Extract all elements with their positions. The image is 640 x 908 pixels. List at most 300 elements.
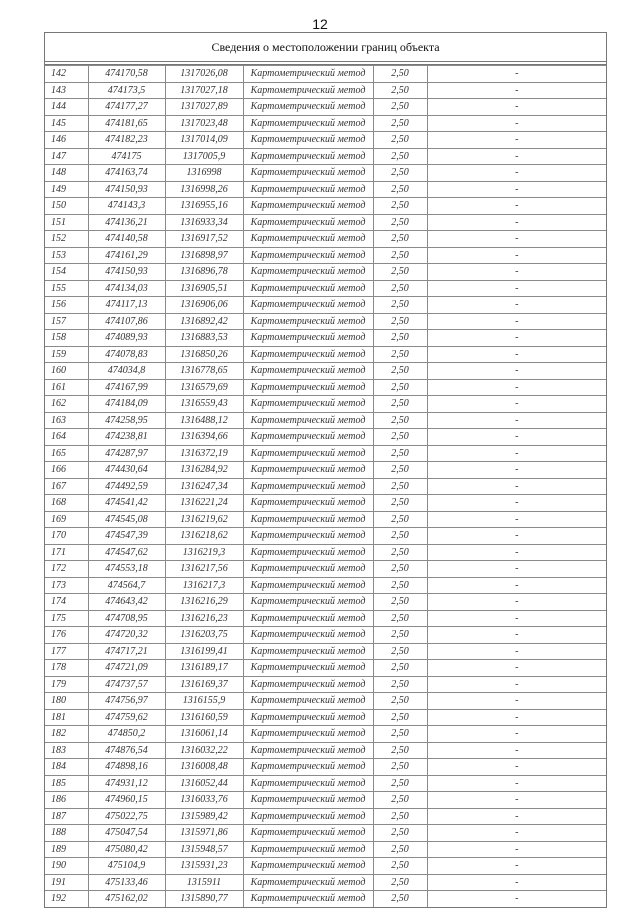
note-cell: - (427, 891, 606, 907)
table-row (45, 643, 606, 660)
y-coordinate-cell: 1316917,52 (165, 231, 243, 248)
accuracy-cell: 2,50 (373, 132, 427, 149)
x-coordinate-cell: 474161,29 (88, 247, 165, 264)
boundary-table (44, 32, 607, 908)
note-cell: - (427, 808, 606, 825)
point-number-cell: 186 (45, 792, 88, 809)
note-cell: - (427, 66, 606, 83)
accuracy-cell: 2,50 (373, 264, 427, 281)
accuracy-cell: 2,50 (373, 280, 427, 297)
point-number-cell: 152 (45, 231, 88, 248)
table-row (45, 610, 606, 627)
y-coordinate-cell: 1316217,3 (165, 577, 243, 594)
y-coordinate-cell: 1316218,62 (165, 528, 243, 545)
note-cell: - (427, 759, 606, 776)
y-coordinate-cell: 1316155,9 (165, 693, 243, 710)
page-number: 12 (312, 16, 328, 32)
method-cell: Картометрический метод (243, 82, 373, 99)
table-row (45, 495, 606, 512)
accuracy-cell: 2,50 (373, 148, 427, 165)
y-coordinate-cell: 1316217,56 (165, 561, 243, 578)
x-coordinate-cell: 474287,97 (88, 445, 165, 462)
note-cell: - (427, 676, 606, 693)
table-row (45, 726, 606, 743)
point-number-cell: 148 (45, 165, 88, 182)
x-coordinate-cell: 474170,58 (88, 66, 165, 83)
accuracy-cell: 2,50 (373, 874, 427, 891)
y-coordinate-cell: 1316905,51 (165, 280, 243, 297)
method-cell: Картометрический метод (243, 792, 373, 809)
x-coordinate-cell: 474107,86 (88, 313, 165, 330)
y-coordinate-cell: 1316008,48 (165, 759, 243, 776)
accuracy-cell: 2,50 (373, 363, 427, 380)
note-cell: - (427, 610, 606, 627)
y-coordinate-cell: 1316216,29 (165, 594, 243, 611)
point-number-cell: 168 (45, 495, 88, 512)
point-number-cell: 162 (45, 396, 88, 413)
x-coordinate-cell: 474850,2 (88, 726, 165, 743)
y-coordinate-cell: 1315890,77 (165, 891, 243, 907)
accuracy-cell: 2,50 (373, 577, 427, 594)
accuracy-cell: 2,50 (373, 709, 427, 726)
x-coordinate-cell: 474134,03 (88, 280, 165, 297)
method-cell: Картометрический метод (243, 379, 373, 396)
accuracy-cell: 2,50 (373, 841, 427, 858)
accuracy-cell: 2,50 (373, 495, 427, 512)
point-number-cell: 159 (45, 346, 88, 363)
note-cell: - (427, 132, 606, 149)
y-coordinate-cell: 1315931,23 (165, 858, 243, 875)
y-coordinate-cell: 1317027,18 (165, 82, 243, 99)
point-number-cell: 178 (45, 660, 88, 677)
method-cell: Картометрический метод (243, 148, 373, 165)
table-row (45, 412, 606, 429)
x-coordinate-cell: 474756,97 (88, 693, 165, 710)
method-cell: Картометрический метод (243, 660, 373, 677)
y-coordinate-cell: 1316216,23 (165, 610, 243, 627)
accuracy-cell: 2,50 (373, 379, 427, 396)
table-row (45, 363, 606, 380)
point-number-cell: 187 (45, 808, 88, 825)
table-row (45, 874, 606, 891)
table-row (45, 561, 606, 578)
y-coordinate-cell: 1316883,53 (165, 330, 243, 347)
method-cell: Картометрический метод (243, 693, 373, 710)
x-coordinate-cell: 474541,42 (88, 495, 165, 512)
y-coordinate-cell: 1316219,3 (165, 544, 243, 561)
method-cell: Картометрический метод (243, 775, 373, 792)
accuracy-cell: 2,50 (373, 528, 427, 545)
y-coordinate-cell: 1316579,69 (165, 379, 243, 396)
y-coordinate-cell: 1316221,24 (165, 495, 243, 512)
method-cell: Картометрический метод (243, 544, 373, 561)
method-cell: Картометрический метод (243, 858, 373, 875)
x-coordinate-cell: 474708,95 (88, 610, 165, 627)
x-coordinate-cell: 474430,64 (88, 462, 165, 479)
table-row (45, 858, 606, 875)
x-coordinate-cell: 474717,21 (88, 643, 165, 660)
x-coordinate-cell: 475162,02 (88, 891, 165, 907)
point-number-cell: 143 (45, 82, 88, 99)
method-cell: Картометрический метод (243, 841, 373, 858)
note-cell: - (427, 544, 606, 561)
note-cell: - (427, 297, 606, 314)
y-coordinate-cell: 1317023,48 (165, 115, 243, 132)
y-coordinate-cell: 1315989,42 (165, 808, 243, 825)
table-row (45, 181, 606, 198)
y-coordinate-cell: 1316998,26 (165, 181, 243, 198)
x-coordinate-cell: 474553,18 (88, 561, 165, 578)
point-number-cell: 181 (45, 709, 88, 726)
y-coordinate-cell: 1316850,26 (165, 346, 243, 363)
accuracy-cell: 2,50 (373, 346, 427, 363)
method-cell: Картометрический метод (243, 594, 373, 611)
x-coordinate-cell: 474140,58 (88, 231, 165, 248)
point-number-cell: 188 (45, 825, 88, 842)
accuracy-cell: 2,50 (373, 478, 427, 495)
table-row (45, 742, 606, 759)
point-number-cell: 144 (45, 99, 88, 116)
accuracy-cell: 2,50 (373, 214, 427, 231)
note-cell: - (427, 379, 606, 396)
accuracy-cell: 2,50 (373, 808, 427, 825)
note-cell: - (427, 775, 606, 792)
note-cell: - (427, 115, 606, 132)
x-coordinate-cell: 474547,39 (88, 528, 165, 545)
method-cell: Картометрический метод (243, 709, 373, 726)
table-row (45, 759, 606, 776)
x-coordinate-cell: 474258,95 (88, 412, 165, 429)
table-row (45, 577, 606, 594)
point-number-cell: 170 (45, 528, 88, 545)
accuracy-cell: 2,50 (373, 412, 427, 429)
note-cell: - (427, 594, 606, 611)
x-coordinate-cell: 474150,93 (88, 264, 165, 281)
method-cell: Картометрический метод (243, 214, 373, 231)
y-coordinate-cell: 1316892,42 (165, 313, 243, 330)
y-coordinate-cell: 1316559,43 (165, 396, 243, 413)
point-number-cell: 153 (45, 247, 88, 264)
y-coordinate-cell: 1316061,14 (165, 726, 243, 743)
note-cell: - (427, 742, 606, 759)
x-coordinate-cell: 474545,08 (88, 511, 165, 528)
point-number-cell: 154 (45, 264, 88, 281)
point-number-cell: 176 (45, 627, 88, 644)
y-coordinate-cell: 1316203,75 (165, 627, 243, 644)
note-cell: - (427, 363, 606, 380)
method-cell: Картометрический метод (243, 495, 373, 512)
table-row (45, 808, 606, 825)
accuracy-cell: 2,50 (373, 825, 427, 842)
method-cell: Картометрический метод (243, 462, 373, 479)
accuracy-cell: 2,50 (373, 792, 427, 809)
point-number-cell: 169 (45, 511, 88, 528)
table-row (45, 445, 606, 462)
accuracy-cell: 2,50 (373, 726, 427, 743)
note-cell: - (427, 528, 606, 545)
table-row (45, 528, 606, 545)
method-cell: Картометрический метод (243, 297, 373, 314)
table-row (45, 264, 606, 281)
point-number-cell: 165 (45, 445, 88, 462)
accuracy-cell: 2,50 (373, 181, 427, 198)
note-cell: - (427, 462, 606, 479)
accuracy-cell: 2,50 (373, 544, 427, 561)
accuracy-cell: 2,50 (373, 660, 427, 677)
table-title: Сведения о местоположении границ объекта (45, 33, 606, 62)
accuracy-cell: 2,50 (373, 759, 427, 776)
table-row (45, 132, 606, 149)
y-coordinate-cell: 1315911 (165, 874, 243, 891)
point-number-cell: 190 (45, 858, 88, 875)
y-coordinate-cell: 1317005,9 (165, 148, 243, 165)
point-number-cell: 183 (45, 742, 88, 759)
method-cell: Картометрический метод (243, 330, 373, 347)
x-coordinate-cell: 474089,93 (88, 330, 165, 347)
y-coordinate-cell: 1317026,08 (165, 66, 243, 83)
note-cell: - (427, 643, 606, 660)
table-row (45, 594, 606, 611)
x-coordinate-cell: 474643,42 (88, 594, 165, 611)
x-coordinate-cell: 475104,9 (88, 858, 165, 875)
method-cell: Картометрический метод (243, 165, 373, 182)
x-coordinate-cell: 475022,75 (88, 808, 165, 825)
accuracy-cell: 2,50 (373, 858, 427, 875)
accuracy-cell: 2,50 (373, 627, 427, 644)
table-row (45, 247, 606, 264)
table-row (45, 775, 606, 792)
method-cell: Картометрический метод (243, 181, 373, 198)
method-cell: Картометрический метод (243, 346, 373, 363)
note-cell: - (427, 561, 606, 578)
accuracy-cell: 2,50 (373, 247, 427, 264)
point-number-cell: 158 (45, 330, 88, 347)
table-row (45, 676, 606, 693)
point-number-cell: 155 (45, 280, 88, 297)
x-coordinate-cell: 474898,16 (88, 759, 165, 776)
table-row (45, 379, 606, 396)
x-coordinate-cell: 474238,81 (88, 429, 165, 446)
point-number-cell: 142 (45, 66, 88, 83)
method-cell: Картометрический метод (243, 264, 373, 281)
accuracy-cell: 2,50 (373, 511, 427, 528)
y-coordinate-cell: 1316955,16 (165, 198, 243, 215)
y-coordinate-cell: 1315971,86 (165, 825, 243, 842)
point-number-cell: 160 (45, 363, 88, 380)
note-cell: - (427, 841, 606, 858)
accuracy-cell: 2,50 (373, 561, 427, 578)
y-coordinate-cell: 1316998 (165, 165, 243, 182)
point-number-cell: 157 (45, 313, 88, 330)
note-cell: - (427, 165, 606, 182)
x-coordinate-cell: 474034,8 (88, 363, 165, 380)
table-row (45, 346, 606, 363)
note-cell: - (427, 478, 606, 495)
y-coordinate-cell: 1316284,92 (165, 462, 243, 479)
table-row (45, 214, 606, 231)
x-coordinate-cell: 475047,54 (88, 825, 165, 842)
x-coordinate-cell: 474876,54 (88, 742, 165, 759)
note-cell: - (427, 214, 606, 231)
accuracy-cell: 2,50 (373, 66, 427, 83)
note-cell: - (427, 247, 606, 264)
y-coordinate-cell: 1317014,09 (165, 132, 243, 149)
note-cell: - (427, 198, 606, 215)
x-coordinate-cell: 474117,13 (88, 297, 165, 314)
accuracy-cell: 2,50 (373, 82, 427, 99)
x-coordinate-cell: 474564,7 (88, 577, 165, 594)
x-coordinate-cell: 474759,62 (88, 709, 165, 726)
note-cell: - (427, 396, 606, 413)
table-row (45, 313, 606, 330)
point-number-cell: 184 (45, 759, 88, 776)
point-number-cell: 191 (45, 874, 88, 891)
note-cell: - (427, 346, 606, 363)
y-coordinate-cell: 1316160,59 (165, 709, 243, 726)
table-row (45, 792, 606, 809)
method-cell: Картометрический метод (243, 198, 373, 215)
x-coordinate-cell: 475133,46 (88, 874, 165, 891)
x-coordinate-cell: 474721,09 (88, 660, 165, 677)
point-number-cell: 145 (45, 115, 88, 132)
x-coordinate-cell: 474547,62 (88, 544, 165, 561)
note-cell: - (427, 181, 606, 198)
accuracy-cell: 2,50 (373, 99, 427, 116)
point-number-cell: 149 (45, 181, 88, 198)
method-cell: Картометрический метод (243, 396, 373, 413)
y-coordinate-cell: 1316189,17 (165, 660, 243, 677)
table-row (45, 115, 606, 132)
accuracy-cell: 2,50 (373, 198, 427, 215)
method-cell: Картометрический метод (243, 363, 373, 380)
table-row (45, 429, 606, 446)
note-cell: - (427, 726, 606, 743)
y-coordinate-cell: 1315948,57 (165, 841, 243, 858)
point-number-cell: 192 (45, 891, 88, 907)
method-cell: Картометрический метод (243, 66, 373, 83)
y-coordinate-cell: 1317027,89 (165, 99, 243, 116)
x-coordinate-cell: 474175 (88, 148, 165, 165)
point-number-cell: 156 (45, 297, 88, 314)
method-cell: Картометрический метод (243, 726, 373, 743)
note-cell: - (427, 495, 606, 512)
point-number-cell: 167 (45, 478, 88, 495)
y-coordinate-cell: 1316933,34 (165, 214, 243, 231)
note-cell: - (427, 313, 606, 330)
table-row (45, 627, 606, 644)
method-cell: Картометрический метод (243, 577, 373, 594)
x-coordinate-cell: 474737,57 (88, 676, 165, 693)
accuracy-cell: 2,50 (373, 313, 427, 330)
coordinates-table (45, 65, 606, 907)
y-coordinate-cell: 1316032,22 (165, 742, 243, 759)
accuracy-cell: 2,50 (373, 396, 427, 413)
x-coordinate-cell: 474184,09 (88, 396, 165, 413)
table-row (45, 462, 606, 479)
note-cell: - (427, 874, 606, 891)
note-cell: - (427, 231, 606, 248)
note-cell: - (427, 99, 606, 116)
table-row (45, 841, 606, 858)
accuracy-cell: 2,50 (373, 693, 427, 710)
table-row (45, 396, 606, 413)
y-coordinate-cell: 1316033,76 (165, 792, 243, 809)
x-coordinate-cell: 474173,5 (88, 82, 165, 99)
accuracy-cell: 2,50 (373, 445, 427, 462)
x-coordinate-cell: 474167,99 (88, 379, 165, 396)
table-row (45, 825, 606, 842)
method-cell: Картометрический метод (243, 528, 373, 545)
method-cell: Картометрический метод (243, 759, 373, 776)
note-cell: - (427, 660, 606, 677)
x-coordinate-cell: 475080,42 (88, 841, 165, 858)
method-cell: Картометрический метод (243, 231, 373, 248)
accuracy-cell: 2,50 (373, 231, 427, 248)
point-number-cell: 185 (45, 775, 88, 792)
y-coordinate-cell: 1316778,65 (165, 363, 243, 380)
y-coordinate-cell: 1316247,34 (165, 478, 243, 495)
accuracy-cell: 2,50 (373, 330, 427, 347)
table-row (45, 693, 606, 710)
accuracy-cell: 2,50 (373, 610, 427, 627)
point-number-cell: 171 (45, 544, 88, 561)
y-coordinate-cell: 1316906,06 (165, 297, 243, 314)
note-cell: - (427, 693, 606, 710)
x-coordinate-cell: 474182,23 (88, 132, 165, 149)
accuracy-cell: 2,50 (373, 742, 427, 759)
x-coordinate-cell: 474720,32 (88, 627, 165, 644)
y-coordinate-cell: 1316488,12 (165, 412, 243, 429)
method-cell: Картометрический метод (243, 676, 373, 693)
table-row (45, 544, 606, 561)
method-cell: Картометрический метод (243, 247, 373, 264)
note-cell: - (427, 792, 606, 809)
point-number-cell: 180 (45, 693, 88, 710)
note-cell: - (427, 709, 606, 726)
x-coordinate-cell: 474163,74 (88, 165, 165, 182)
table-row (45, 478, 606, 495)
point-number-cell: 161 (45, 379, 88, 396)
note-cell: - (427, 627, 606, 644)
point-number-cell: 182 (45, 726, 88, 743)
method-cell: Картометрический метод (243, 429, 373, 446)
accuracy-cell: 2,50 (373, 643, 427, 660)
table-row (45, 330, 606, 347)
table-row (45, 280, 606, 297)
table-row (45, 231, 606, 248)
point-number-cell: 172 (45, 561, 88, 578)
accuracy-cell: 2,50 (373, 775, 427, 792)
table-row (45, 99, 606, 116)
x-coordinate-cell: 474078,83 (88, 346, 165, 363)
point-number-cell: 174 (45, 594, 88, 611)
note-cell: - (427, 577, 606, 594)
accuracy-cell: 2,50 (373, 115, 427, 132)
note-cell: - (427, 82, 606, 99)
note-cell: - (427, 445, 606, 462)
x-coordinate-cell: 474931,12 (88, 775, 165, 792)
point-number-cell: 146 (45, 132, 88, 149)
table-row (45, 511, 606, 528)
note-cell: - (427, 148, 606, 165)
table-row (45, 297, 606, 314)
y-coordinate-cell: 1316219,62 (165, 511, 243, 528)
table-row (45, 660, 606, 677)
method-cell: Картометрический метод (243, 627, 373, 644)
note-cell: - (427, 825, 606, 842)
note-cell: - (427, 264, 606, 281)
table-row (45, 198, 606, 215)
